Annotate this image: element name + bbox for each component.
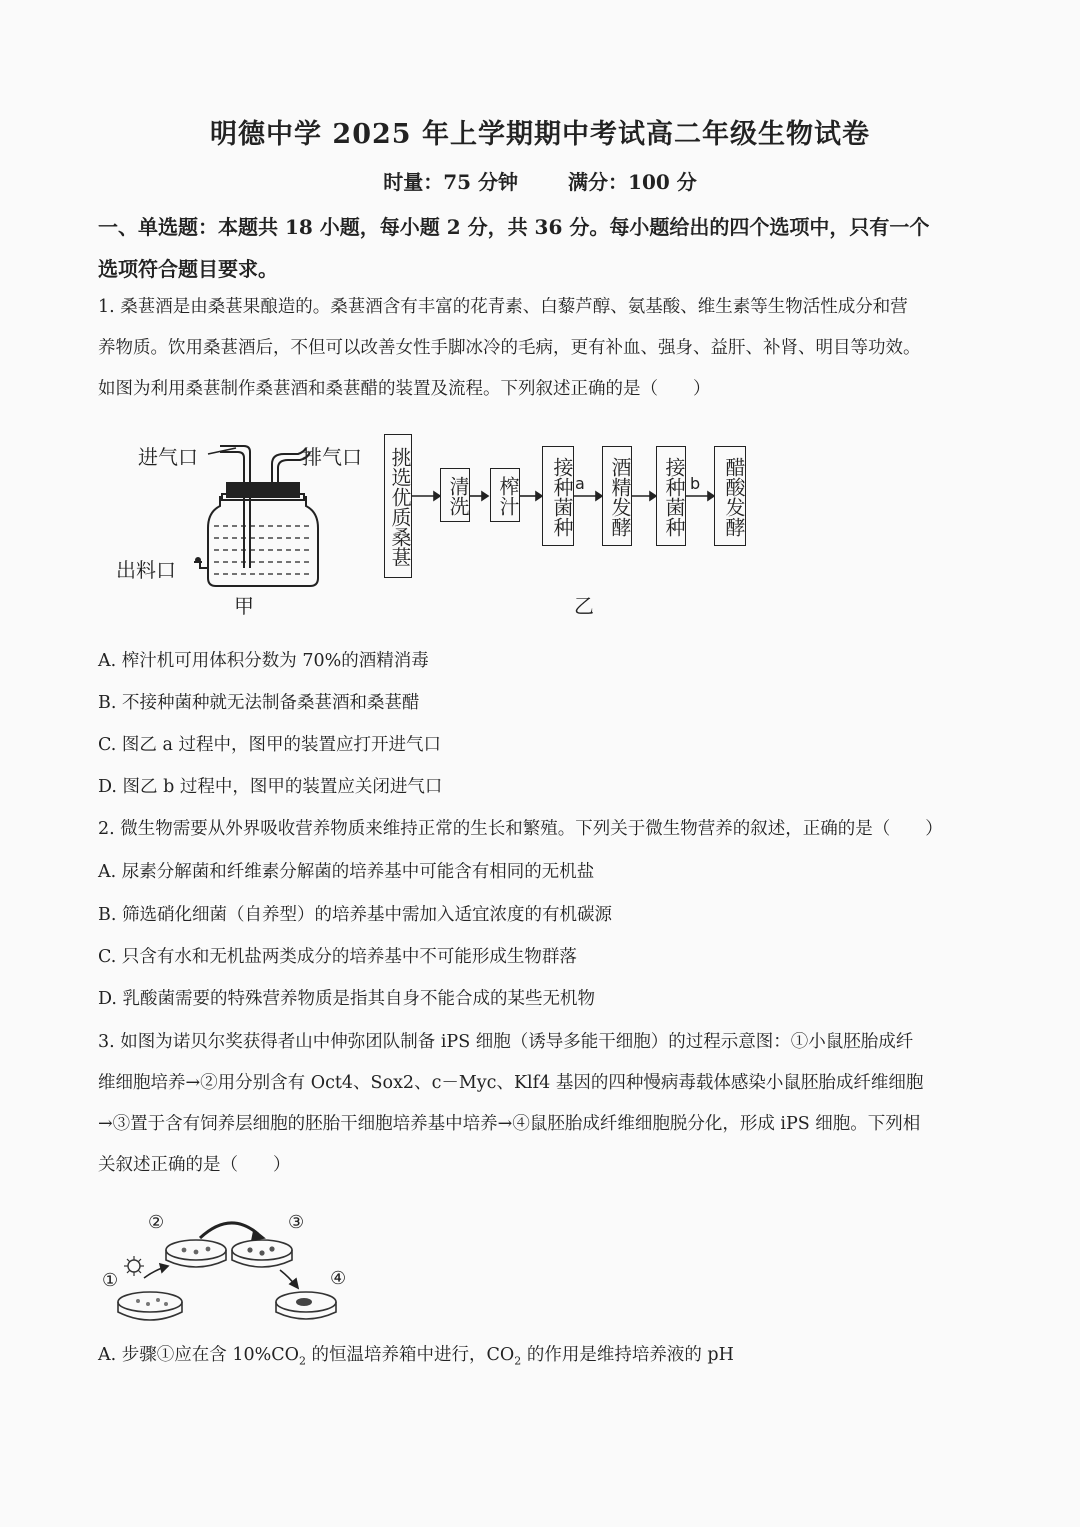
step-1-marker: ①: [102, 1270, 119, 1291]
question-2-stem: 2. 微生物需要从外界吸收营养物质来维持正常的生长和繁殖。下列关于微生物营养的叙述，正确的是（ ）: [98, 819, 943, 839]
duration-text: 时量：75 分钟: [383, 170, 519, 194]
step-inoculate-2: 接种菌种: [656, 446, 686, 546]
section-heading-line1: 一、单选题：本题共 18 小题，每小题 2 分，共 36 分。每小题给出的四个选项中，只有一个: [98, 215, 930, 239]
q1-option-d: D. 图乙 b 过程中，图甲的装置应关闭进气口: [98, 777, 443, 797]
full-score-text: 满分：100 分: [568, 170, 697, 194]
q3-line4: 关叙述正确的是（ ）: [98, 1155, 291, 1175]
figure-jia-label: 甲: [234, 594, 254, 618]
q3-line1: 3. 如图为诺贝尔奖获得者山中伸弥团队制备 iPS 细胞（诱导多能干细胞）的过程示意图：①小鼠胚胎成纤: [98, 1032, 914, 1052]
fermentation-bottle-illustration: [108, 428, 788, 620]
q3-option-a-part2: 的恒温培养箱中进行，CO: [305, 1345, 515, 1365]
q3-option-a-part3: 的作用是维持培养液的 pH: [521, 1345, 734, 1365]
petri-dish-2: [166, 1240, 226, 1267]
step-inoculate-1: 接种菌种: [542, 446, 574, 546]
q1-line3: 如图为利用桑葚制作桑葚酒和桑葚醋的装置及流程。下列叙述正确的是（ ）: [98, 379, 711, 399]
section-heading: [98, 206, 988, 290]
petri-dish-3: [232, 1240, 292, 1267]
q2-option-a: A. 尿素分解菌和纤维素分解菌的培养基中可能含有相同的无机盐: [98, 862, 595, 882]
arrow-label-b: b: [690, 474, 701, 493]
step-alcohol-fermentation: 酒精发酵: [602, 446, 632, 546]
step-juice: 榨汁: [490, 468, 520, 522]
step-3-marker: ③: [288, 1212, 305, 1233]
question-1-figure: [108, 428, 788, 620]
outlet-label: 排气口: [302, 445, 362, 469]
figure-yi-label: 乙: [574, 594, 594, 618]
q3-option-a-sub1: 2: [298, 1354, 306, 1368]
q1-option-c: C. 图乙 a 过程中，图甲的装置应打开进气口: [98, 735, 441, 755]
q3-option-a-part1: A. 步骤①应在含 10%CO: [98, 1345, 299, 1365]
step-2-marker: ②: [148, 1212, 165, 1233]
inlet-label: 进气口: [138, 445, 198, 469]
q1-option-a: A. 榨汁机可用体积分数为 70%的酒精消毒: [98, 651, 429, 671]
q1-line1: 1. 桑葚酒是由桑葚果酿造的。桑葚酒含有丰富的花青素、白藜芦醇、氨基酸、维生素等生物活性成分和营: [98, 297, 908, 317]
q1-option-b: B. 不接种菌种就无法制备桑葚酒和桑葚醋: [98, 693, 420, 713]
question-1-stem: [98, 287, 988, 410]
arrow-label-a: a: [575, 474, 585, 493]
step-acetic-fermentation: 醋酸发酵: [714, 446, 746, 546]
q1-line2: 养物质。饮用桑葚酒后，不但可以改善女性手脚冰冷的毛病，更有补血、强身、益肝、补肾、明目等功效。: [98, 338, 921, 358]
exam-subtitle: [0, 166, 1080, 195]
question-3-stem: [98, 1022, 988, 1186]
q2-option-b: B. 筛选硝化细菌（自养型）的培养基中需加入适宜浓度的有机碳源: [98, 905, 612, 925]
discharge-label: 出料口: [116, 558, 176, 582]
exam-title: 明德中学 2025 年上学期期中考试高二年级生物试卷: [210, 119, 870, 150]
section-heading-line2: 选项符合题目要求。: [98, 257, 278, 281]
step-4-marker: ④: [330, 1268, 347, 1289]
q2-option-c: C. 只含有水和无机盐两类成分的培养基中不可能形成生物群落: [98, 947, 577, 967]
q3-option-a: [98, 1340, 988, 1377]
ips-cell-process-illustration: [100, 1208, 360, 1328]
question-3-figure: [100, 1208, 360, 1328]
q3-line2: 维细胞培养→②用分别含有 Oct4、Sox2、c－Myc、Klf4 基因的四种慢病毒载体感染小鼠胚胎成纤维细胞: [98, 1073, 924, 1093]
step-wash: 清洗: [440, 468, 470, 522]
q2-option-d: D. 乳酸菌需要的特殊营养物质是指其自身不能合成的某些无机物: [98, 989, 596, 1009]
step-select-mulberry: 挑选优质桑葚: [384, 434, 412, 578]
q3-option-a-sub2: 2: [514, 1354, 522, 1368]
petri-dish-4: [276, 1292, 336, 1319]
petri-dish-1: [118, 1292, 182, 1320]
virus-icon: [124, 1256, 144, 1276]
q3-line3: →③置于含有饲养层细胞的胚胎干细胞培养基中培养→④鼠胚胎成纤维细胞脱分化，形成 iPS 细胞。下列相: [98, 1114, 921, 1134]
